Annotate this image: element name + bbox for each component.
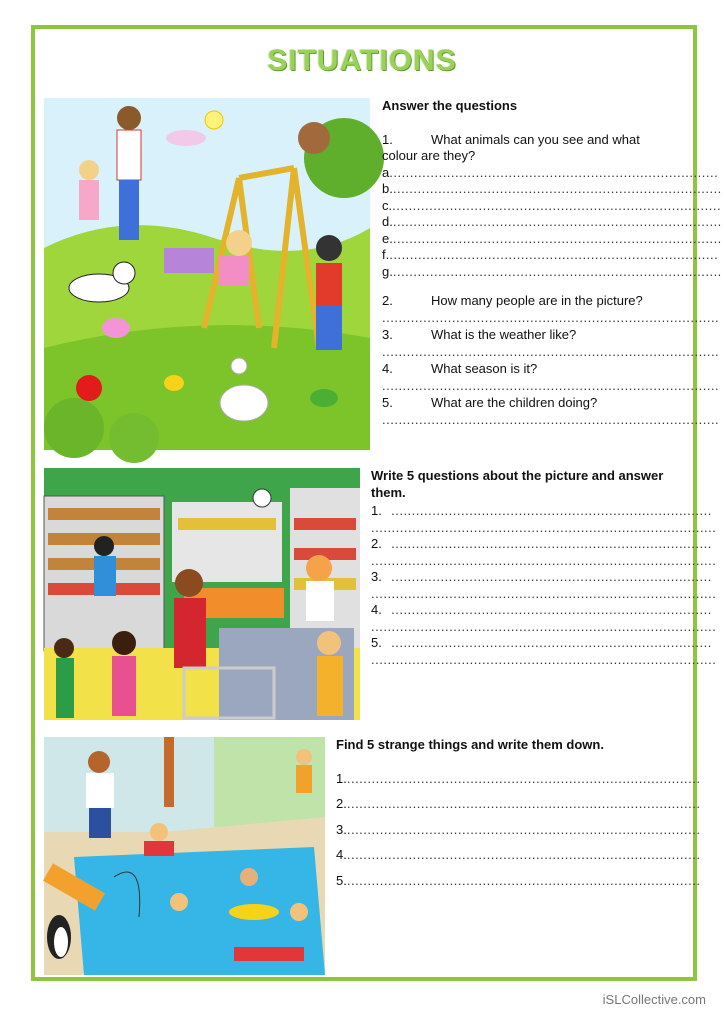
question-row [382,395,682,412]
answer-line[interactable] [382,230,722,248]
answer-number: 5. [336,872,347,888]
blank-dots: .............................................................................. [387,503,712,518]
section3-questions [336,737,701,898]
blank-dots: ................................................................................ [392,197,722,213]
answer-line[interactable]: .................................................................................. [382,377,720,393]
question-text: What are the children doing? [431,395,598,410]
blank-dots: .............................................................................. [387,536,712,551]
question-number: 1. [382,131,393,147]
blank-dots: ................................................................................ [392,214,722,229]
question-number: 3. [371,569,382,584]
question-number: 2. [382,293,393,308]
answer-number: 4. [336,847,347,862]
answer-letter: e. [382,230,393,246]
answer-line[interactable]: .................................................................................... [371,585,717,601]
question-text: What season is it? [431,361,538,376]
answer-line[interactable] [336,796,701,813]
section3-heading: Find 5 strange things and write them down. [336,737,604,752]
answer-line[interactable] [382,197,722,215]
answer-letter: c. [382,197,393,213]
question-number: 3. [382,327,393,342]
page-title: SITUATIONS [267,44,457,77]
question-text: How many people are in the picture? [431,293,643,308]
answer-line[interactable]: .................................................................................... [371,552,717,568]
answer-line[interactable] [336,847,701,864]
blank-dots: ...................................................................................... [346,821,701,837]
park-illustration [44,98,370,450]
footer-watermark: iSLCollective.com [602,992,706,1007]
answer-line[interactable] [382,247,719,264]
question-number: 2. [371,536,382,551]
blank-dots: ...................................................................................... [346,847,701,862]
answer-number: 1. [336,770,347,786]
section1-questions [382,98,722,429]
answer-letter: b. [382,181,393,196]
question-row [382,361,682,378]
answer-line[interactable]: .................................................................................... [371,618,717,634]
swimming-pool-illustration [44,737,325,975]
answer-line[interactable]: .................................................................................... [371,519,717,535]
question-text: What is the weather like? [431,327,577,342]
blank-dots: ................................................................................ [389,247,719,262]
answer-line[interactable] [336,821,701,839]
section2-questions [371,468,717,668]
answer-line[interactable]: .................................................................................. [382,411,720,427]
section2-heading: Write 5 questions about the picture and answer them. [371,468,664,500]
question-line[interactable] [371,503,712,520]
answer-line[interactable]: .................................................................................... [371,651,717,667]
answer-line[interactable] [336,872,701,890]
blank-dots: ................................................................................ [392,181,722,196]
answer-line[interactable] [382,263,722,281]
blank-dots: ...................................................................................... [346,872,701,888]
question-number: 4. [382,361,393,376]
answer-line[interactable]: .................................................................................. [382,309,720,325]
blank-dots: .............................................................................. [387,569,712,584]
answer-number: 3. [336,821,347,837]
question-line[interactable] [371,536,712,553]
section1-heading: Answer the questions [382,98,518,113]
question-line[interactable] [371,602,712,619]
blank-dots: ...................................................................................... [346,770,701,786]
question-row [382,327,682,344]
blank-dots: .............................................................................. [387,635,712,650]
answer-line[interactable] [336,770,701,788]
question-1-text: What animals can you see and what colour are they? [382,131,640,163]
question-number: 5. [382,395,393,410]
answer-number: 2. [336,796,347,811]
answer-line[interactable]: .................................................................................. [382,343,720,359]
question-line[interactable] [371,569,712,586]
answer-line[interactable] [382,181,722,198]
answer-line[interactable] [382,214,722,231]
blank-dots: ...................................................................................... [346,796,701,811]
question-number: 5. [371,635,382,650]
question-number: 1. [371,503,382,518]
blank-dots: ................................................................................ [389,164,719,180]
question-number: 4. [371,602,382,617]
blank-dots: ................................................................................ [392,230,722,246]
answer-letter: f. [382,247,390,262]
answer-letter: d. [382,214,393,229]
question-row [382,293,682,310]
answer-letter: a [382,164,390,180]
blank-dots: ................................................................................ [392,263,722,279]
answer-line[interactable] [382,164,719,182]
blank-dots: .............................................................................. [387,602,712,617]
question-line[interactable] [371,635,712,652]
supermarket-illustration [44,468,360,720]
answer-letter: g. [382,263,393,279]
